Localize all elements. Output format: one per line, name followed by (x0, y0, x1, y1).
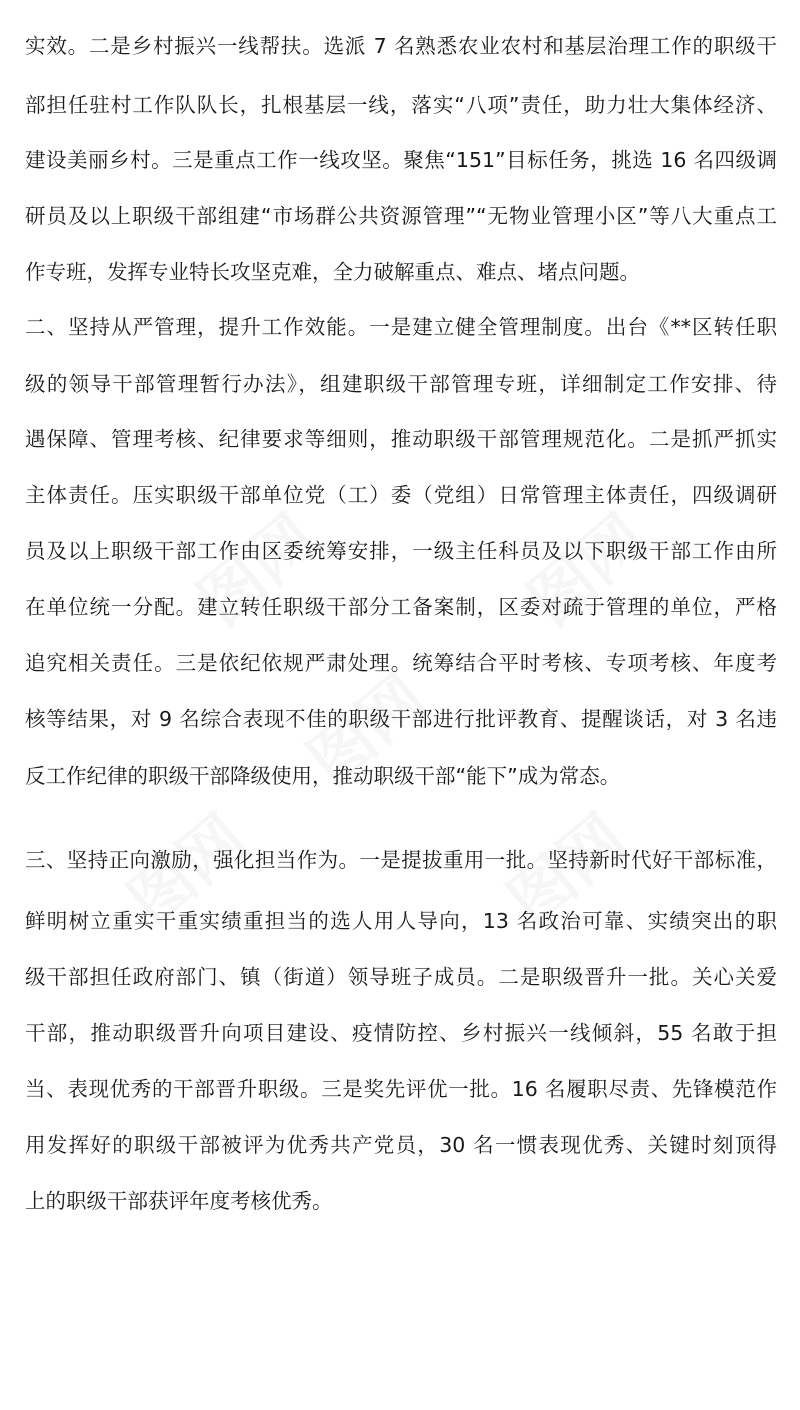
text-line: 级干部担任政府部门、镇（街道）领导班子成员。二是职级晋升一批。关心关爱 (25, 965, 777, 989)
text-line: 研员及以上职级干部组建“市场群公共资源管理”“无物业管理小区”等八大重点工 (25, 204, 777, 228)
text-line: 用发挥好的职级干部被评为优秀共产党员，30 名一惯表现优秀、关键时刻顶得 (25, 1133, 777, 1157)
text-line: 上的职级干部获评年度考核优秀。 (25, 1189, 333, 1213)
text-line: 主体责任。压实职级干部单位党（工）委（党组）日常管理主体责任，四级调研 (25, 483, 777, 507)
text-line: 鲜明树立重实干重实绩重担当的选人用人导向，13 名政治可靠、实绩突出的职 (25, 909, 777, 933)
text-line: 追究相关责任。三是依纪依规严肃处理。统筹结合平时考核、专项考核、年度考 (25, 651, 777, 675)
text-line: 核等结果，对 9 名综合表现不佳的职级干部进行批评教育、提醒谈话，对 3 名违 (25, 707, 777, 731)
text-line: 遇保障、管理考核、纪律要求等细则，推动职级干部管理规范化。二是抓严抓实 (25, 427, 777, 451)
text-line: 部担任驻村工作队队长，扎根基层一线，落实“八项”责任，助力壮大集体经济、 (25, 93, 777, 117)
text-line: 作专班，发挥专业特长攻坚克难，全力破解重点、难点、堵点问题。 (25, 260, 640, 284)
text-line: 三、坚持正向激励，强化担当作为。一是提拔重用一批。坚持新时代好干部标准， (25, 848, 777, 872)
text-line: 反工作纪律的职级干部降级使用，推动职级干部“能下”成为常态。 (25, 764, 621, 788)
text-line: 二、坚持从严管理，提升工作效能。一是建立健全管理制度。出台《**区转任职 (25, 315, 777, 339)
text-line: 当、表现优秀的干部晋升职级。三是奖先评优一批。16 名履职尽责、先锋模范作 (25, 1077, 777, 1101)
text-line: 员及以上职级干部工作由区委统筹安排，一级主任科员及以下职级干部工作由所 (25, 539, 777, 563)
text-line: 干部，推动职级晋升向项目建设、疫情防控、乡村振兴一线倾斜，55 名敢于担 (25, 1021, 777, 1045)
text-line: 在单位统一分配。建立转任职级干部分工备案制，区委对疏于管理的单位，严格 (25, 595, 777, 619)
text-line: 级的领导干部管理暂行办法》，组建职级干部管理专班，详细制定工作安排、待 (25, 372, 777, 396)
text-line: 实效。二是乡村振兴一线帮扶。选派 7 名熟悉农业农村和基层治理工作的职级干 (25, 34, 777, 58)
text-line: 建设美丽乡村。三是重点工作一线攻坚。聚焦“151”目标任务，挑选 16 名四级调 (25, 148, 777, 172)
